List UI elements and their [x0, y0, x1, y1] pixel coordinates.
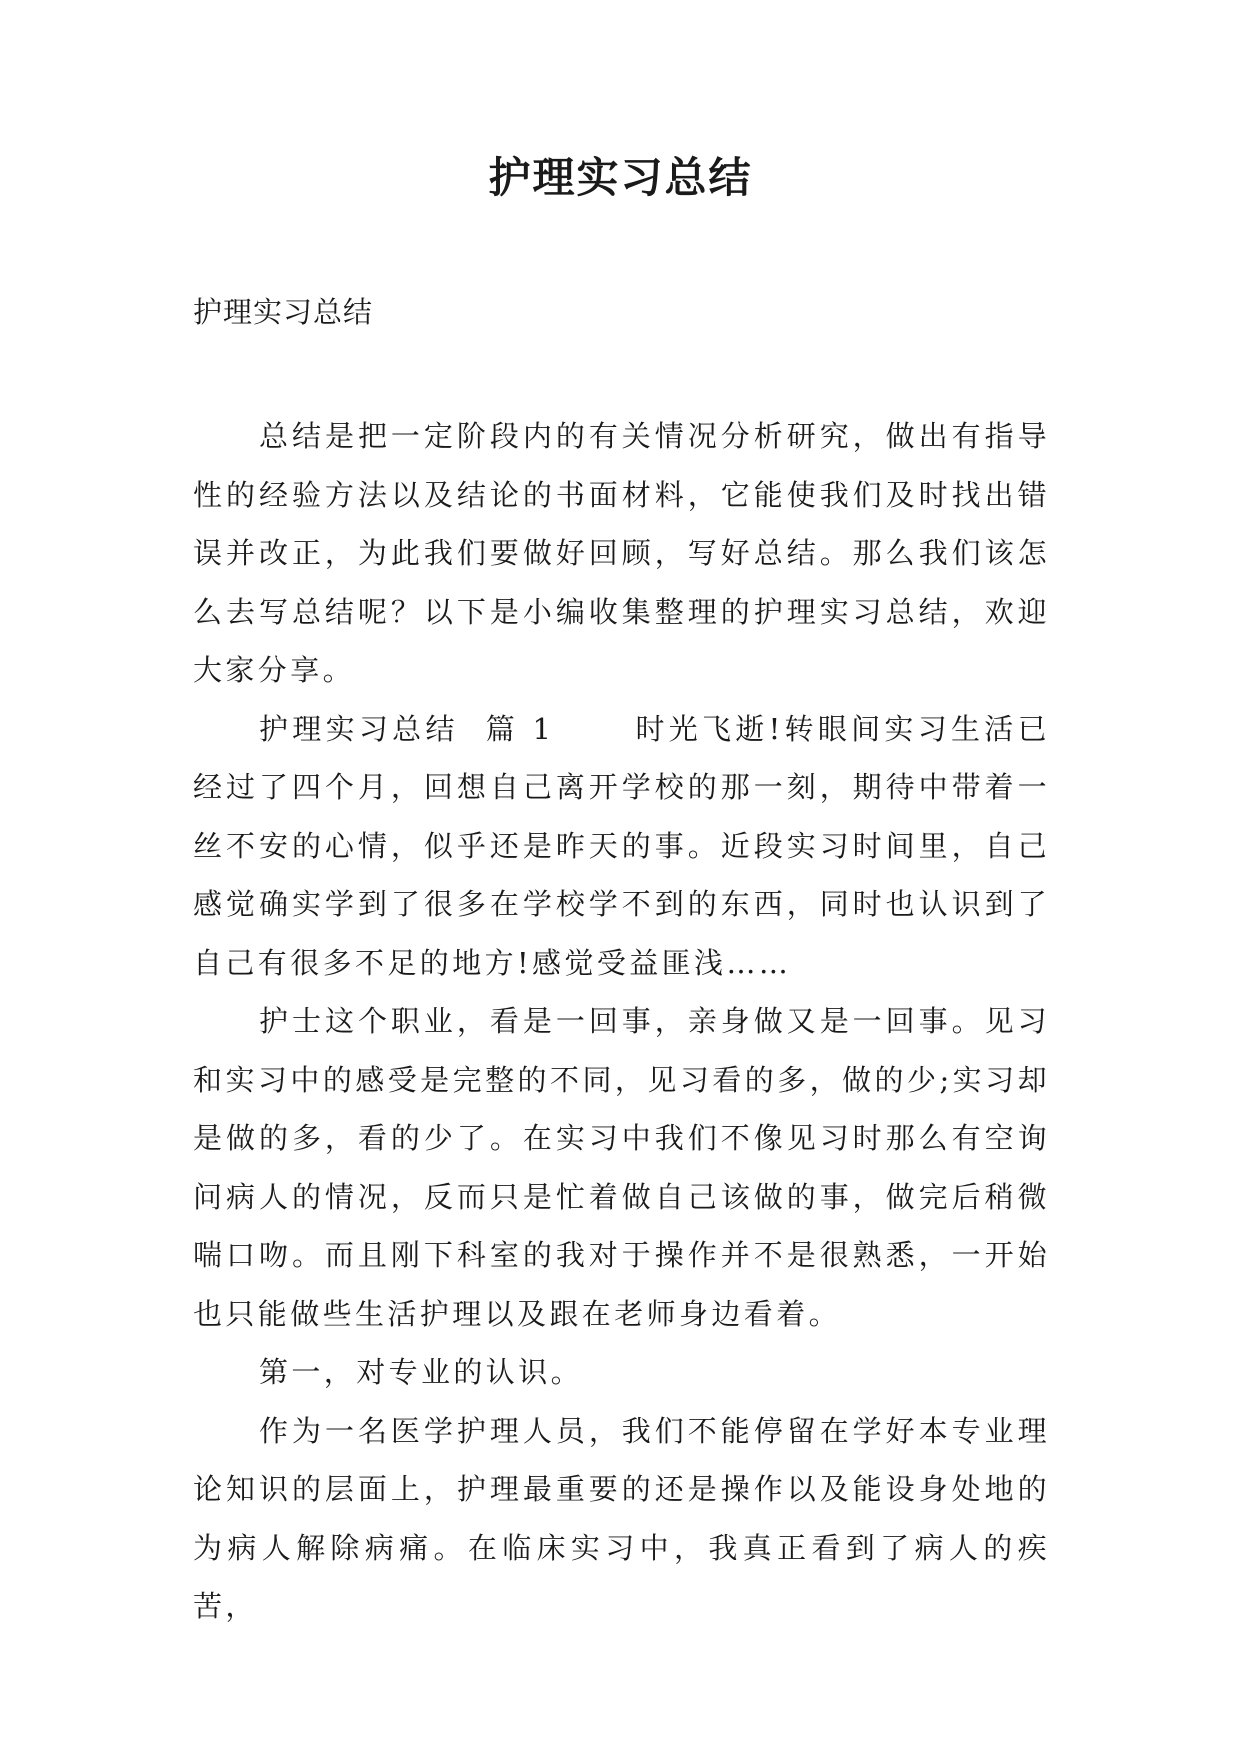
- paragraph-nurse-career: 护士这个职业，看是一回事，亲身做又是一回事。见习和实习中的感受是完整的不同，见习看的多，做的少;实习却是做的多，看的少了。在实习中我们不像见习时那么有空询问病人的情况，反而只是忙着做自己该做的事，做完后稍微喘口吻。而且刚下科室的我对于操作并不是很熟悉，一开始也只能做些生活护理以及跟在老师身边看着。: [193, 1004, 1050, 1331]
- document-subtitle: 护理实习总结: [193, 295, 374, 329]
- paragraph-professional: 作为一名医学护理人员，我们不能停留在学好本专业理论知识的层面上，护理最重要的还是操作以及能设身处地的为病人解除病痛。在临床实习中，我真正看到了病人的疾苦，: [193, 1413, 1050, 1623]
- paragraph-heading-first: 第一，对专业的认识。: [259, 1355, 584, 1389]
- document-title: 护理实习总结: [488, 153, 753, 202]
- document-body: [193, 407, 1050, 1636]
- paragraph-intro: 总结是把一定阶段内的有关情况分析研究，做出有指导性的经验方法以及结论的书面材料，它能使我们及时找出错误并改正，为此我们要做好回顾，写好总结。那么我们该怎么去写总结呢？以下是小编收集整理的护理实习总结，欢迎大家分享。: [193, 419, 1050, 687]
- paragraph-section-1: 护理实习总结 篇 1 时光飞逝!转眼间实习生活已经过了四个月，回想自己离开学校的那一刻，期待中带着一丝不安的心情，似乎还是昨天的事。近段实习时间里，自己感觉确实学到了很多在学校学不到的东西，同时也认识到了自己有很多不足的地方!感觉受益匪浅……: [193, 711, 1050, 980]
